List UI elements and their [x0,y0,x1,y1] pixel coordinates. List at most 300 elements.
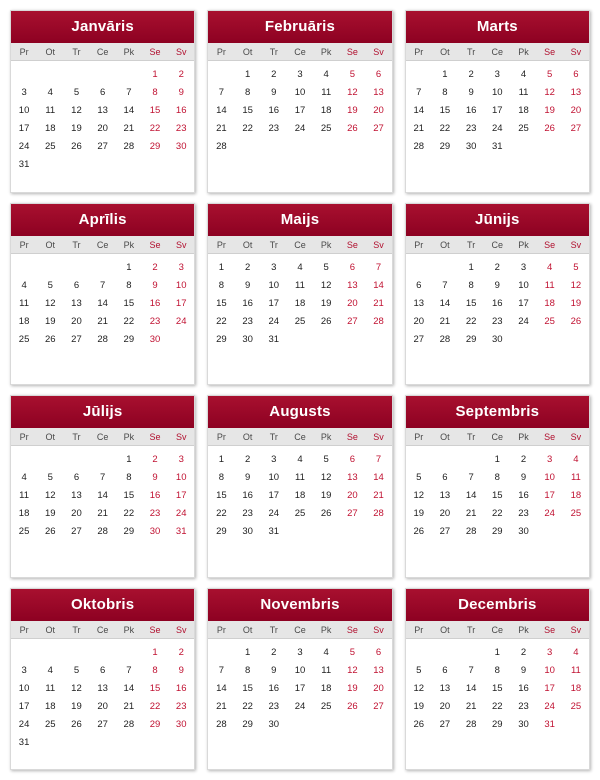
day-cell[interactable]: 8 [442,87,448,98]
day-cell[interactable]: 24 [268,315,280,327]
day-cell[interactable]: 14 [373,472,384,483]
day-cell[interactable]: 15 [216,490,227,501]
day-cell[interactable]: 21 [123,123,135,134]
day-cell[interactable]: 23 [518,700,529,712]
day-cell[interactable]: 2 [494,261,500,273]
day-cell[interactable]: 5 [47,472,53,483]
day-cell[interactable]: 3 [520,261,527,273]
day-cell[interactable]: 26 [413,718,425,730]
day-cell[interactable]: 22 [149,123,161,134]
day-cell[interactable]: 4 [47,664,53,676]
day-cell[interactable]: 3 [494,69,500,80]
day-cell[interactable]: 8 [218,472,225,483]
day-cell[interactable]: 4 [323,69,329,80]
day-cell[interactable]: 11 [321,664,332,676]
day-cell[interactable]: 10 [18,682,30,694]
day-cell[interactable]: 17 [492,105,503,116]
day-cell[interactable]: 22 [242,700,253,712]
day-cell[interactable]: 10 [18,105,30,116]
day-cell[interactable]: 25 [320,700,332,712]
day-cell[interactable]: 28 [465,718,477,730]
day-cell[interactable]: 9 [178,87,184,98]
day-cell[interactable]: 8 [218,279,225,291]
day-cell[interactable]: 9 [271,664,277,676]
day-cell[interactable]: 16 [175,105,187,116]
day-cell[interactable]: 9 [271,87,277,98]
day-cell[interactable]: 5 [349,646,355,658]
day-cell[interactable]: 29 [492,718,503,730]
day-cell[interactable]: 5 [73,664,80,676]
day-cell[interactable]: 11 [518,87,529,98]
day-cell[interactable]: 6 [100,87,106,98]
day-cell[interactable]: 25 [570,700,582,712]
day-cell[interactable]: 13 [97,682,108,694]
day-cell[interactable]: 16 [518,682,529,694]
day-cell[interactable]: 22 [439,123,451,134]
day-cell[interactable]: 20 [439,508,451,519]
day-cell[interactable]: 30 [149,333,161,345]
day-cell[interactable]: 23 [465,123,477,134]
day-cell[interactable]: 17 [175,297,187,309]
day-cell[interactable]: 10 [268,279,280,291]
day-cell[interactable]: 18 [44,123,56,134]
day-cell[interactable]: 22 [242,123,253,134]
day-cell[interactable]: 6 [375,69,382,80]
day-cell[interactable]: 26 [320,508,332,519]
day-cell[interactable]: 23 [492,315,503,327]
day-cell[interactable]: 30 [465,141,477,152]
day-cell[interactable]: 3 [178,261,184,273]
day-cell[interactable]: 24 [294,123,306,134]
day-cell[interactable]: 21 [216,700,227,712]
day-cell[interactable]: 12 [347,87,358,98]
day-cell[interactable]: 11 [19,297,30,309]
day-cell[interactable]: 2 [178,69,184,80]
day-cell[interactable]: 23 [268,700,280,712]
day-cell[interactable]: 21 [123,700,135,712]
day-cell[interactable]: 20 [347,297,358,309]
day-cell[interactable]: 7 [218,664,225,676]
day-cell[interactable]: 20 [97,123,108,134]
day-cell[interactable]: 18 [294,297,306,309]
day-cell[interactable]: 30 [149,526,161,537]
day-cell[interactable]: 26 [544,123,555,134]
day-cell[interactable]: 7 [442,279,448,291]
day-cell[interactable]: 12 [44,297,56,309]
day-cell[interactable]: 20 [413,315,425,327]
day-cell[interactable]: 13 [413,297,425,309]
day-cell[interactable]: 22 [492,508,503,519]
day-cell[interactable]: 25 [18,333,30,345]
day-cell[interactable]: 20 [373,105,384,116]
day-cell[interactable]: 25 [518,123,529,134]
day-cell[interactable]: 17 [18,700,30,712]
day-cell[interactable]: 18 [18,508,30,519]
day-cell[interactable]: 12 [544,87,555,98]
day-cell[interactable]: 7 [100,279,106,291]
day-cell[interactable]: 2 [520,646,527,658]
day-cell[interactable]: 27 [97,718,108,730]
day-cell[interactable]: 31 [18,159,30,170]
day-cell[interactable]: 6 [442,472,448,483]
day-cell[interactable]: 2 [271,69,277,80]
day-cell[interactable]: 20 [439,700,451,712]
day-cell[interactable]: 19 [320,490,332,501]
day-cell[interactable]: 14 [216,105,227,116]
day-cell[interactable]: 11 [45,105,56,116]
day-cell[interactable]: 1 [218,454,225,465]
day-cell[interactable]: 13 [71,297,82,309]
day-cell[interactable]: 28 [373,315,384,327]
day-cell[interactable]: 1 [442,69,448,80]
day-cell[interactable]: 26 [413,526,425,537]
day-cell[interactable]: 15 [492,682,503,694]
day-cell[interactable]: 25 [294,315,306,327]
day-cell[interactable]: 29 [439,141,451,152]
day-cell[interactable]: 12 [44,490,56,501]
day-cell[interactable]: 10 [175,472,187,483]
day-cell[interactable]: 31 [175,526,187,537]
day-cell[interactable]: 9 [494,279,500,291]
day-cell[interactable]: 21 [439,315,451,327]
day-cell[interactable]: 28 [465,526,477,537]
day-cell[interactable]: 22 [149,700,161,712]
day-cell[interactable]: 26 [570,315,582,327]
day-cell[interactable]: 7 [468,472,474,483]
day-cell[interactable]: 27 [373,123,384,134]
day-cell[interactable]: 4 [21,472,27,483]
day-cell[interactable]: 4 [547,261,553,273]
day-cell[interactable]: 15 [149,682,161,694]
day-cell[interactable]: 7 [375,261,382,273]
day-cell[interactable]: 6 [573,69,579,80]
day-cell[interactable]: 3 [178,454,184,465]
day-cell[interactable]: 16 [242,297,253,309]
day-cell[interactable]: 10 [492,87,503,98]
day-cell[interactable]: 5 [323,454,329,465]
day-cell[interactable]: 27 [71,333,82,345]
day-cell[interactable]: 27 [347,508,358,519]
day-cell[interactable]: 5 [416,664,422,676]
day-cell[interactable]: 6 [375,646,382,658]
day-cell[interactable]: 7 [468,664,474,676]
day-cell[interactable]: 11 [321,87,332,98]
day-cell[interactable]: 4 [297,261,303,273]
day-cell[interactable]: 19 [44,508,56,519]
day-cell[interactable]: 31 [268,526,280,537]
day-cell[interactable]: 16 [492,297,503,309]
day-cell[interactable]: 11 [19,490,30,501]
day-cell[interactable]: 4 [573,646,579,658]
day-cell[interactable]: 5 [323,261,329,273]
day-cell[interactable]: 19 [413,700,425,712]
day-cell[interactable]: 7 [218,87,225,98]
day-cell[interactable]: 24 [268,508,280,519]
day-cell[interactable]: 23 [175,700,187,712]
day-cell[interactable]: 20 [570,105,582,116]
day-cell[interactable]: 26 [347,700,358,712]
day-cell[interactable]: 31 [268,333,280,345]
day-cell[interactable]: 18 [570,490,582,501]
day-cell[interactable]: 26 [320,315,332,327]
day-cell[interactable]: 19 [320,297,332,309]
day-cell[interactable]: 4 [47,87,53,98]
day-cell[interactable]: 12 [413,682,425,694]
day-cell[interactable]: 1 [126,454,132,465]
day-cell[interactable]: 21 [97,508,108,519]
day-cell[interactable]: 23 [149,315,161,327]
day-cell[interactable]: 7 [100,472,106,483]
day-cell[interactable]: 22 [123,508,135,519]
day-cell[interactable]: 13 [347,472,358,483]
day-cell[interactable]: 7 [375,454,382,465]
day-cell[interactable]: 29 [123,333,135,345]
day-cell[interactable]: 9 [520,472,527,483]
day-cell[interactable]: 20 [71,508,82,519]
day-cell[interactable]: 10 [294,87,306,98]
day-cell[interactable]: 24 [294,700,306,712]
day-cell[interactable]: 2 [520,454,527,465]
day-cell[interactable]: 14 [97,490,108,501]
day-cell[interactable]: 5 [416,472,422,483]
day-cell[interactable]: 11 [544,279,555,291]
day-cell[interactable]: 3 [547,646,553,658]
day-cell[interactable]: 9 [152,279,158,291]
day-cell[interactable]: 31 [492,141,503,152]
day-cell[interactable]: 12 [347,664,358,676]
day-cell[interactable]: 15 [216,297,227,309]
day-cell[interactable]: 13 [347,279,358,291]
day-cell[interactable]: 17 [175,490,187,501]
day-cell[interactable]: 29 [492,526,503,537]
day-cell[interactable]: 13 [71,490,82,501]
day-cell[interactable]: 17 [294,105,306,116]
day-cell[interactable]: 8 [244,87,251,98]
day-cell[interactable]: 19 [413,508,425,519]
day-cell[interactable]: 1 [494,646,500,658]
day-cell[interactable]: 6 [349,261,355,273]
day-cell[interactable]: 14 [216,682,227,694]
day-cell[interactable]: 17 [268,297,280,309]
day-cell[interactable]: 24 [18,141,30,152]
day-cell[interactable]: 8 [152,87,158,98]
day-cell[interactable]: 10 [294,664,306,676]
day-cell[interactable]: 31 [544,718,555,730]
day-cell[interactable]: 2 [271,646,277,658]
day-cell[interactable]: 27 [413,333,425,345]
day-cell[interactable]: 21 [97,315,108,327]
day-cell[interactable]: 22 [492,700,503,712]
day-cell[interactable]: 15 [465,297,477,309]
day-cell[interactable]: 9 [468,87,474,98]
day-cell[interactable]: 7 [416,87,422,98]
day-cell[interactable]: 27 [71,526,82,537]
day-cell[interactable]: 21 [373,297,384,309]
day-cell[interactable]: 5 [547,69,553,80]
day-cell[interactable]: 2 [178,646,184,658]
day-cell[interactable]: 5 [47,279,53,291]
day-cell[interactable]: 28 [373,508,384,519]
day-cell[interactable]: 27 [97,141,108,152]
day-cell[interactable]: 29 [242,718,253,730]
day-cell[interactable]: 3 [21,87,27,98]
day-cell[interactable]: 22 [216,315,227,327]
day-cell[interactable]: 15 [149,105,161,116]
day-cell[interactable]: 17 [544,682,555,694]
day-cell[interactable]: 5 [349,69,355,80]
day-cell[interactable]: 30 [175,141,187,152]
day-cell[interactable]: 27 [347,315,358,327]
day-cell[interactable]: 4 [323,646,329,658]
day-cell[interactable]: 18 [544,297,555,309]
day-cell[interactable]: 24 [175,508,187,519]
day-cell[interactable]: 10 [518,279,529,291]
day-cell[interactable]: 1 [218,261,225,273]
day-cell[interactable]: 30 [242,526,253,537]
day-cell[interactable]: 15 [123,490,135,501]
day-cell[interactable]: 28 [97,333,108,345]
day-cell[interactable]: 27 [439,718,451,730]
day-cell[interactable]: 13 [439,682,451,694]
day-cell[interactable]: 26 [44,526,56,537]
day-cell[interactable]: 12 [413,490,425,501]
day-cell[interactable]: 19 [71,123,82,134]
day-cell[interactable]: 29 [123,526,135,537]
day-cell[interactable]: 24 [544,700,555,712]
day-cell[interactable]: 1 [152,646,158,658]
day-cell[interactable]: 3 [547,454,553,465]
day-cell[interactable]: 25 [320,123,332,134]
day-cell[interactable]: 16 [465,105,477,116]
day-cell[interactable]: 8 [126,279,132,291]
day-cell[interactable]: 2 [468,69,474,80]
day-cell[interactable]: 3 [21,664,27,676]
day-cell[interactable]: 1 [126,261,132,273]
day-cell[interactable]: 15 [242,105,253,116]
day-cell[interactable]: 2 [244,261,251,273]
day-cell[interactable]: 29 [149,718,161,730]
day-cell[interactable]: 4 [297,454,303,465]
day-cell[interactable]: 6 [73,279,80,291]
day-cell[interactable]: 28 [123,141,135,152]
day-cell[interactable]: 13 [97,105,108,116]
day-cell[interactable]: 9 [244,279,251,291]
day-cell[interactable]: 11 [295,472,305,483]
day-cell[interactable]: 28 [413,141,425,152]
day-cell[interactable]: 8 [244,664,251,676]
day-cell[interactable]: 12 [570,279,582,291]
day-cell[interactable]: 24 [492,123,503,134]
day-cell[interactable]: 6 [416,279,422,291]
day-cell[interactable]: 20 [71,315,82,327]
day-cell[interactable]: 1 [244,646,251,658]
day-cell[interactable]: 13 [373,664,384,676]
day-cell[interactable]: 18 [518,105,529,116]
day-cell[interactable]: 10 [268,472,280,483]
day-cell[interactable]: 23 [518,508,529,519]
day-cell[interactable]: 10 [175,279,187,291]
day-cell[interactable]: 1 [152,69,158,80]
day-cell[interactable]: 30 [175,718,187,730]
day-cell[interactable]: 24 [18,718,30,730]
day-cell[interactable]: 2 [152,261,158,273]
day-cell[interactable]: 25 [570,508,582,519]
day-cell[interactable]: 8 [494,664,500,676]
day-cell[interactable]: 9 [178,664,184,676]
day-cell[interactable]: 13 [439,490,451,501]
day-cell[interactable]: 14 [465,490,477,501]
day-cell[interactable]: 11 [570,472,581,483]
day-cell[interactable]: 28 [216,718,227,730]
day-cell[interactable]: 3 [297,69,303,80]
day-cell[interactable]: 16 [268,105,280,116]
day-cell[interactable]: 18 [294,490,306,501]
day-cell[interactable]: 13 [373,87,384,98]
day-cell[interactable]: 14 [123,105,135,116]
day-cell[interactable]: 18 [320,682,332,694]
day-cell[interactable]: 10 [544,664,555,676]
day-cell[interactable]: 16 [149,490,161,501]
day-cell[interactable]: 24 [518,315,529,327]
day-cell[interactable]: 3 [271,261,277,273]
day-cell[interactable]: 16 [175,682,187,694]
day-cell[interactable]: 30 [242,333,253,345]
day-cell[interactable]: 23 [175,123,187,134]
day-cell[interactable]: 6 [100,664,106,676]
day-cell[interactable]: 5 [73,87,80,98]
day-cell[interactable]: 30 [268,718,280,730]
day-cell[interactable]: 29 [216,526,227,537]
day-cell[interactable]: 14 [123,682,135,694]
day-cell[interactable]: 26 [71,718,82,730]
day-cell[interactable]: 12 [71,682,82,694]
day-cell[interactable]: 23 [242,315,253,327]
day-cell[interactable]: 17 [544,490,555,501]
day-cell[interactable]: 28 [439,333,451,345]
day-cell[interactable]: 30 [518,526,529,537]
day-cell[interactable]: 12 [71,105,82,116]
day-cell[interactable]: 8 [468,279,474,291]
day-cell[interactable]: 22 [216,508,227,519]
day-cell[interactable]: 26 [44,333,56,345]
day-cell[interactable]: 18 [18,315,30,327]
day-cell[interactable]: 19 [347,682,358,694]
day-cell[interactable]: 29 [216,333,227,345]
day-cell[interactable]: 1 [468,261,474,273]
day-cell[interactable]: 6 [349,454,355,465]
day-cell[interactable]: 21 [413,123,425,134]
day-cell[interactable]: 27 [439,526,451,537]
day-cell[interactable]: 28 [123,718,135,730]
day-cell[interactable]: 24 [544,508,555,519]
day-cell[interactable]: 8 [494,472,500,483]
day-cell[interactable]: 3 [271,454,277,465]
day-cell[interactable]: 25 [18,526,30,537]
day-cell[interactable]: 20 [373,682,384,694]
day-cell[interactable]: 25 [294,508,306,519]
day-cell[interactable]: 20 [97,700,108,712]
day-cell[interactable]: 1 [244,69,251,80]
day-cell[interactable]: 21 [216,123,227,134]
day-cell[interactable]: 18 [570,682,582,694]
day-cell[interactable]: 4 [520,69,527,80]
day-cell[interactable]: 9 [152,472,158,483]
day-cell[interactable]: 12 [320,279,332,291]
day-cell[interactable]: 11 [295,279,305,291]
day-cell[interactable]: 15 [242,682,253,694]
day-cell[interactable]: 30 [518,718,529,730]
day-cell[interactable]: 2 [244,454,251,465]
